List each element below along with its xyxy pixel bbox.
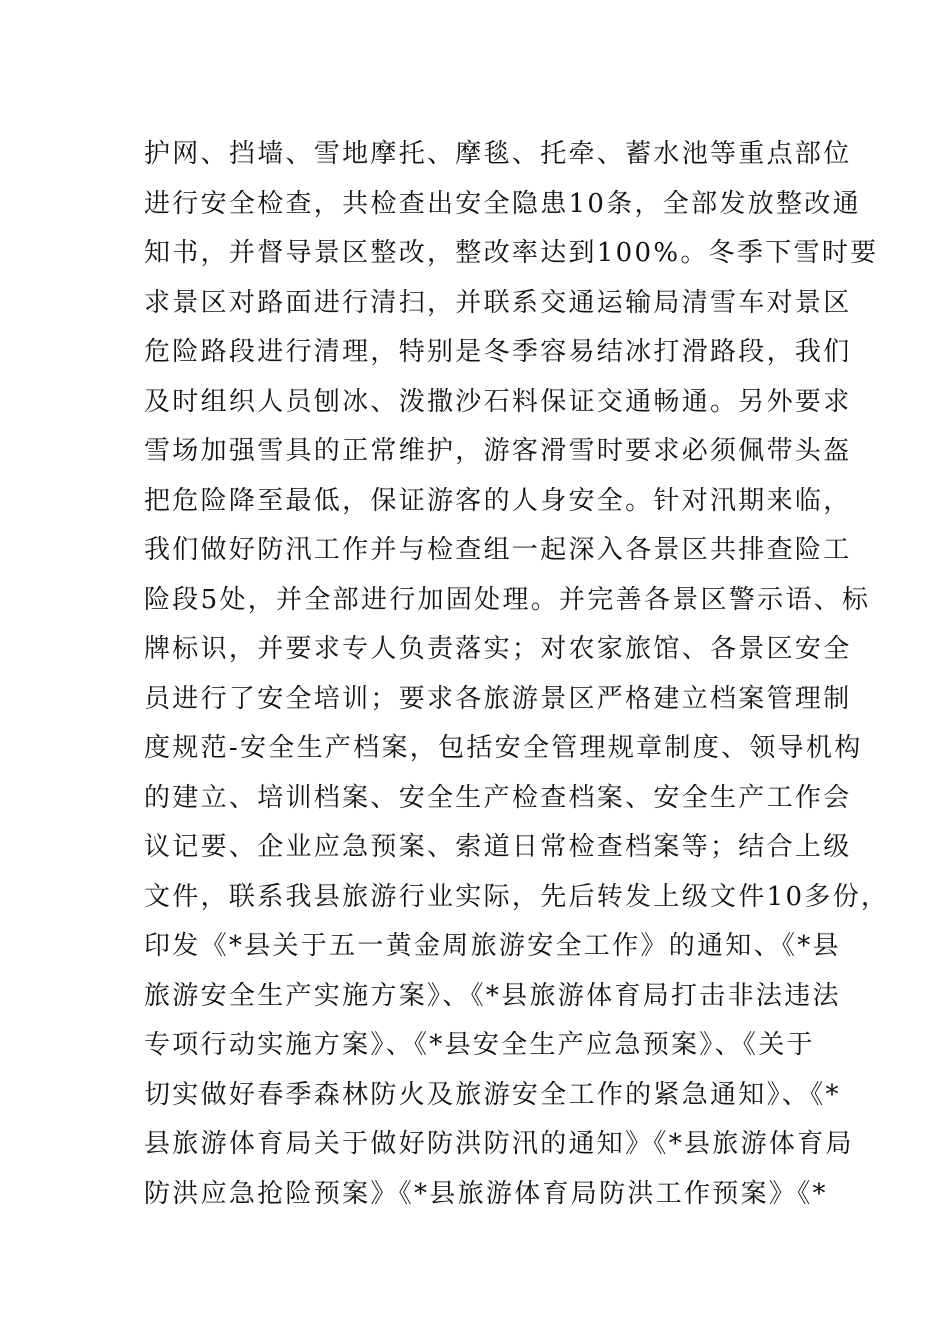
text-line: 进行安全检查，共检查出安全隐患10条，全部发放整改通: [144, 188, 861, 219]
text-line: 切实做好春季森林防火及旅游安全工作的紧急通知》、《*: [144, 1079, 841, 1110]
text-line: 牌标识，并要求专人负责落实；对农家旅馆、各景区安全: [144, 634, 852, 664]
text-line: 护网、挡墙、雪地摩托、摩毯、托牵、蓄水池等重点部位: [144, 139, 852, 169]
text-line: 专项行动实施方案》、《*县安全生产应急预案》、《关于: [144, 1030, 815, 1060]
text-line: 旅游安全生产实施方案》、《*县旅游体育局打击非法违法: [144, 980, 841, 1011]
text-line: 雪场加强雪具的正常维护，游客滑雪时要求必须佩带头盔: [144, 436, 852, 466]
text-line: 危险路段进行清理，特别是冬季容易结冰打滑路段，我们: [144, 337, 852, 367]
body-text: [144, 130, 890, 1219]
text-line: 险段5处，并全部进行加固处理。并完善各景区警示语、标: [144, 584, 871, 615]
text-line: 县旅游体育局关于做好防洪防汛的通知》《*县旅游体育局: [144, 1129, 854, 1159]
text-line: 文件，联系我县旅游行业实际，先后转发上级文件10多份，: [144, 881, 890, 912]
text-line: 把危险降至最低，保证游客的人身安全。针对汛期来临，: [144, 485, 852, 516]
text-line: 度规范-安全生产档案，包括安全管理规章制度、领导机构: [144, 733, 863, 763]
text-line: 的建立、培训档案、安全生产检查档案、安全生产工作会: [144, 782, 852, 813]
text-line: 防洪应急抢险预案》《*县旅游体育局防洪工作预案》《*: [144, 1178, 828, 1209]
text-line: 印发《*县关于五一黄金周旅游安全工作》的通知、《*县: [144, 931, 841, 961]
text-line: 议记要、企业应急预案、索道日常检查档案等；结合上级: [144, 832, 852, 862]
text-line: 求景区对路面进行清扫，并联系交通运输局清雪车对景区: [144, 287, 852, 318]
text-line: 员进行了安全培训；要求各旅游景区严格建立档案管理制: [144, 683, 852, 714]
text-line: 知书，并督导景区整改，整改率达到100%。冬季下雪时要: [144, 238, 879, 268]
text-line: 我们做好防汛工作并与检查组一起深入各景区共排查险工: [144, 535, 852, 565]
text-line: 及时组织人员刨冰、泼撒沙石料保证交通畅通。另外要求: [144, 386, 852, 417]
